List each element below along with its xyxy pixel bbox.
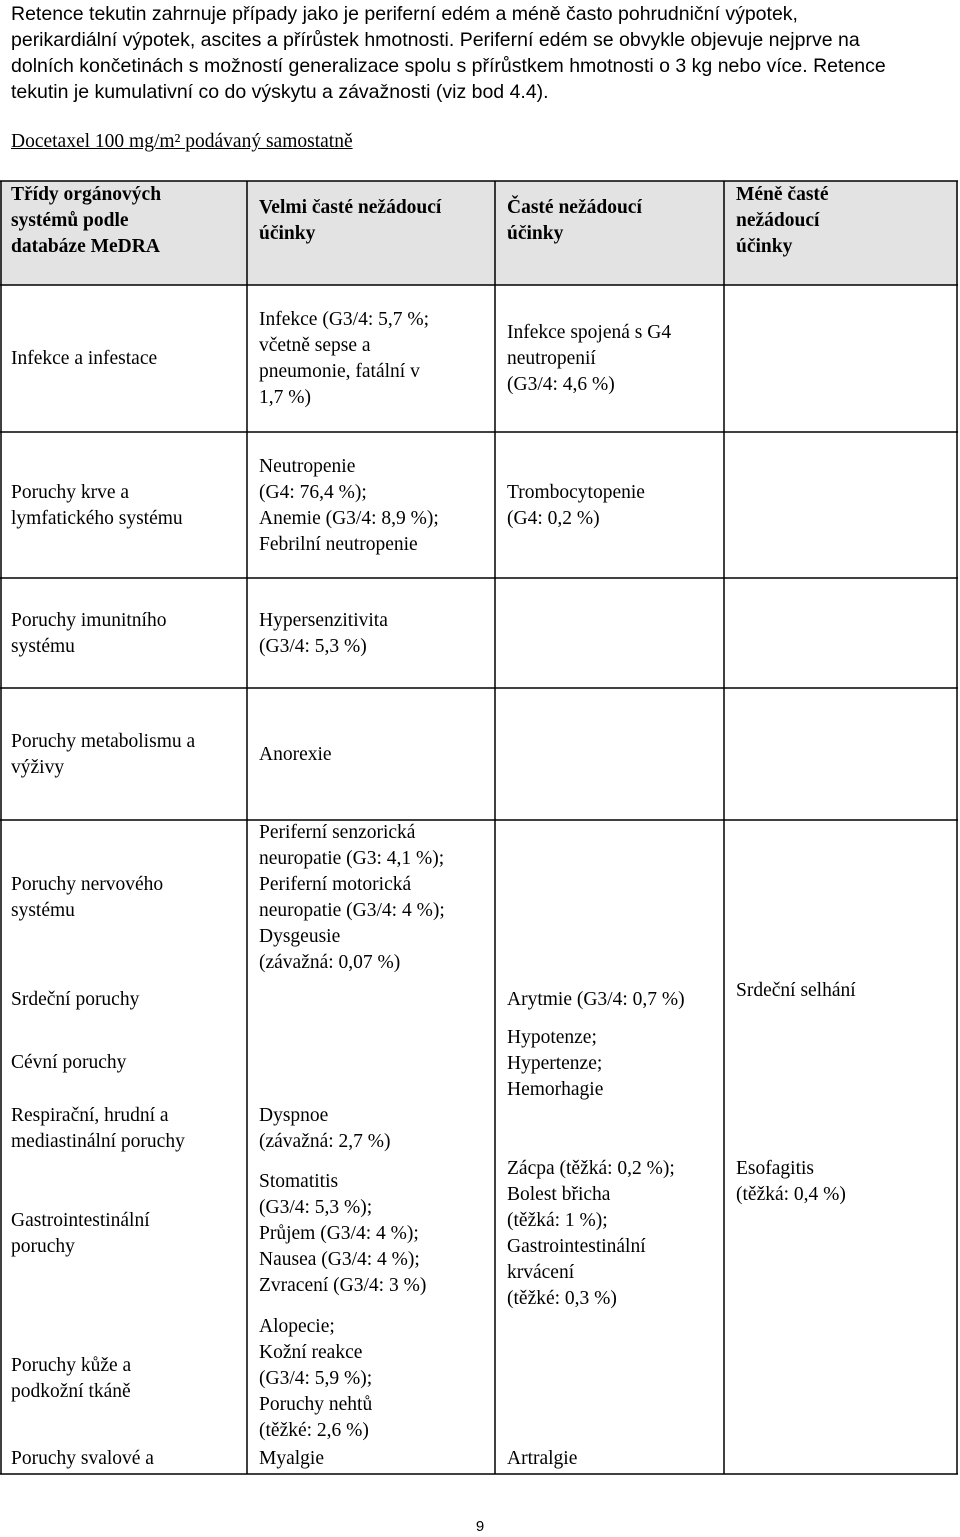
section-heading: Docetaxel 100 mg/m² podávaný samostatně (11, 131, 353, 152)
table-row-soc: Srdeční poruchy (11, 989, 140, 1010)
header-very-common: Velmi časté nežádoucí účinky (259, 197, 442, 244)
table-cell-common: Zácpa (těžká: 0,2 %); Bolest břicha (těžká: 1 %); Gastrointestinální krvácení (těžké: 0,3 %) (507, 1158, 675, 1309)
table-row-soc: Respirační, hrudní a mediastinální poruchy (11, 1105, 185, 1152)
table-cell-common: Trombocytopenie (G4: 0,2 %) (507, 482, 645, 529)
table-row-soc: Poruchy krve a lymfatického systému (11, 482, 183, 529)
table-row-soc: Poruchy nervového systému (11, 874, 164, 921)
table-row-soc: Cévní poruchy (11, 1052, 127, 1073)
table-cell-very-common: Infekce (G3/4: 5,7 %; včetně sepse a pneumonie, fatální v 1,7 %) (259, 309, 430, 408)
header-uncommon: Méně časté nežádoucí účinky (736, 184, 829, 257)
table-cell-very-common: Hypersenzitivita (G3/4: 5,3 %) (259, 610, 388, 657)
intro-line: perikardiální výpotek, ascites a přírůstek hmotnosti. Periferní edém se obvykle objevuje nejprve na (11, 29, 860, 51)
table-cell-very-common: Myalgie (259, 1448, 324, 1469)
table-cell-common: Hypotenze; Hypertenze; Hemorhagie (507, 1027, 604, 1100)
header-soc: Třídy orgánových systémů podle databáze MeDRA (11, 184, 162, 257)
table-cell-common: Artralgie (507, 1448, 578, 1469)
table-row-soc: Infekce a infestace (11, 348, 158, 369)
table-cell-very-common: Anorexie (259, 744, 332, 765)
table-cell-very-common: Dyspnoe (závažná: 2,7 %) (259, 1105, 391, 1152)
header-common: Časté nežádoucí účinky (507, 197, 642, 244)
table-cell-common: Arytmie (G3/4: 0,7 %) (507, 989, 685, 1010)
intro-line: tekutin je kumulativní co do výskytu a závažnosti (viz bod 4.4). (11, 81, 549, 103)
table-row-soc: Poruchy metabolismu a výživy (11, 731, 196, 778)
intro-line: Retence tekutin zahrnuje případy jako je periferní edém a méně často pohrudniční výpotek, (11, 3, 798, 25)
table-cell-very-common: Neutropenie (G4: 76,4 %); Anemie (G3/4: 8,9 %); Febrilní neutropenie (259, 456, 439, 555)
table-cell-very-common: Alopecie; Kožní reakce (G3/4: 5,9 %); Poruchy nehtů (těžké: 2,6 %) (259, 1316, 373, 1441)
intro-line: dolních končetinách s možností generalizace spolu s přírůstkem hmotnosti o 3 kg nebo více. Retence (11, 55, 886, 77)
table-row-soc: Poruchy imunitního systému (11, 610, 167, 657)
table-cell-common: Infekce spojená s G4 neutropenií (G3/4: 4,6 %) (507, 322, 672, 395)
table-cell-very-common: Periferní senzorická neuropatie (G3: 4,1 %); Periferní motorická neuropatie (G3/4: 4 %); Dysgeusie (závažná: 0,07 %) (259, 822, 445, 973)
page-number: 9 (475, 1518, 485, 1535)
table-cell-uncommon: Esofagitis (těžká: 0,4 %) (736, 1158, 846, 1205)
table-cell-uncommon: Srdeční selhání (736, 980, 856, 1001)
table-row-soc: Poruchy svalové a (11, 1448, 154, 1469)
table-row-soc: Poruchy kůže a podkožní tkáně (11, 1355, 132, 1402)
table-cell-very-common: Stomatitis (G3/4: 5,3 %); Průjem (G3/4: 4 %); Nausea (G3/4: 4 %); Zvracení (G3/4: 3 %) (259, 1171, 427, 1296)
table-row-soc: Gastrointestinální poruchy (11, 1210, 150, 1257)
